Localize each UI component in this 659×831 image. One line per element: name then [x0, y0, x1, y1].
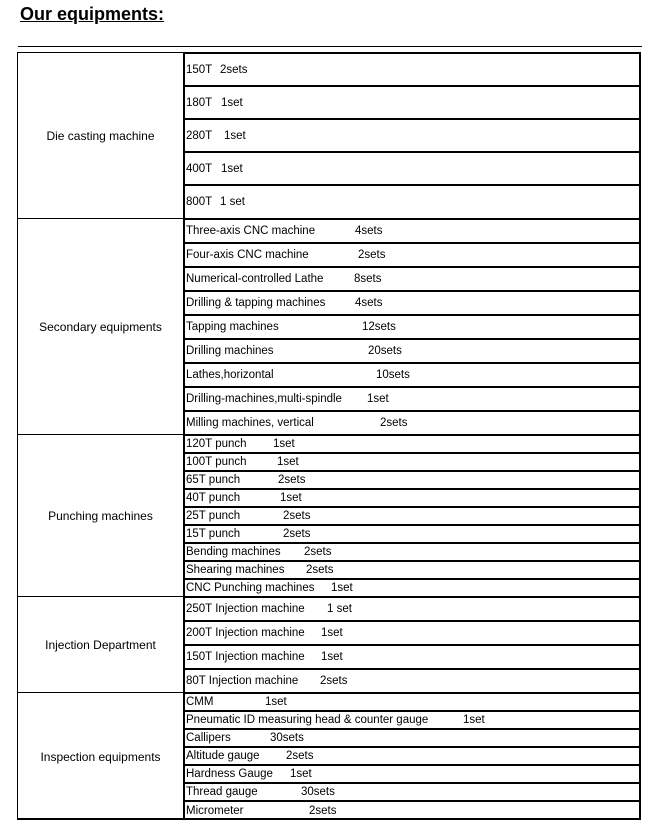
equipment-name: CNC Punching machines: [186, 582, 315, 594]
equipment-name: Tapping machines: [186, 321, 279, 333]
table-row: [185, 560, 641, 578]
table-row: [185, 85, 641, 118]
equipment-quantity: 1set: [224, 129, 246, 142]
equipment-quantity: 2sets: [283, 510, 311, 522]
equipment-quantity: 30sets: [270, 732, 304, 744]
table-row: [185, 524, 641, 542]
table-row: [185, 52, 641, 85]
equipment-quantity: 20sets: [368, 345, 402, 357]
table-row: [185, 314, 641, 338]
equipment-name: Bending machines: [186, 546, 281, 558]
equipment-name: Altitude gauge: [186, 750, 260, 762]
equipment-name: Four-axis CNC machine: [186, 249, 309, 261]
equipment-quantity: 8sets: [354, 273, 382, 285]
equipment-quantity: 1set: [321, 651, 343, 663]
table-row: [185, 410, 641, 434]
equipment-name: Thread gauge: [186, 786, 258, 798]
equipment-section: [17, 596, 641, 692]
title-divider: [18, 46, 642, 47]
table-row: [185, 746, 641, 764]
equipment-name: Milling machines, vertical: [186, 417, 314, 429]
table-left-border: [17, 52, 18, 819]
equipment-quantity: 2sets: [283, 528, 311, 540]
table-row: [185, 488, 641, 506]
equipment-quantity: 2sets: [220, 63, 248, 76]
equipment-name: 25T punch: [186, 510, 241, 522]
table-row: [185, 668, 641, 692]
equipment-table: [17, 52, 641, 820]
category-label: Injection Department: [17, 596, 185, 692]
equipment-name: Drilling-machines,multi-spindle: [186, 393, 342, 405]
equipment-name: Shearing machines: [186, 564, 285, 576]
table-row: [185, 362, 641, 386]
equipment-quantity: 30sets: [301, 786, 335, 798]
item-rows: [185, 218, 641, 434]
table-row: [185, 506, 641, 524]
table-row: [185, 542, 641, 560]
equipment-name: Pneumatic ID measuring head & counter gauge: [186, 714, 429, 726]
equipment-quantity: 1set: [265, 696, 287, 708]
equipment-quantity: 1set: [273, 438, 295, 450]
equipment-quantity: 4sets: [355, 297, 383, 309]
item-rows: [185, 434, 641, 596]
table-row: [185, 434, 641, 452]
equipment-quantity: 1 set: [327, 603, 352, 615]
equipment-name: 800T: [186, 196, 213, 208]
table-row: [185, 470, 641, 488]
table-row: [185, 764, 641, 782]
equipment-quantity: 1set: [280, 492, 302, 504]
table-row: [185, 151, 641, 184]
table-row: [185, 290, 641, 314]
equipment-name: CMM: [186, 696, 214, 708]
equipment-quantity: 1set: [290, 768, 312, 780]
equipment-name: 180T: [186, 96, 213, 109]
equipment-name: 150T Injection machine: [186, 651, 305, 663]
category-label: Die casting machine: [17, 52, 185, 218]
equipment-section: [17, 692, 641, 820]
table-row: [185, 118, 641, 151]
equipment-section: [17, 52, 641, 218]
table-row: [185, 620, 641, 644]
table-row: [185, 692, 641, 710]
equipment-quantity: 2sets: [306, 564, 334, 576]
table-row: [185, 596, 641, 620]
equipment-quantity: 2sets: [286, 750, 314, 762]
equipment-section: [17, 434, 641, 596]
equipment-name: 400T: [186, 162, 213, 175]
equipment-quantity: 2sets: [320, 675, 348, 687]
equipment-name: Callipers: [186, 732, 231, 744]
equipment-quantity: 1set: [221, 162, 243, 175]
equipment-name: Drilling machines: [186, 345, 274, 357]
table-bottom-border: [17, 818, 641, 820]
equipment-name: Three-axis CNC machine: [186, 225, 316, 237]
table-row: [185, 728, 641, 746]
equipment-name: 100T punch: [186, 456, 247, 468]
equipment-quantity: 1set: [221, 96, 243, 109]
page-title: Our equipments:: [20, 4, 165, 24]
equipment-quantity: 1set: [463, 714, 485, 726]
equipment-name: Hardness Gauge: [186, 768, 273, 780]
equipment-quantity: 2sets: [304, 546, 332, 558]
equipment-quantity: 2sets: [278, 474, 306, 486]
table-row: [185, 218, 641, 242]
category-label: Punching machines: [17, 434, 185, 596]
equipment-quantity: 12sets: [362, 321, 396, 333]
table-row: [185, 452, 641, 470]
equipment-quantity: 1set: [277, 456, 299, 468]
table-row: [185, 782, 641, 800]
equipment-name: 150T: [186, 63, 213, 76]
table-row: [185, 242, 641, 266]
category-label: Secondary equipments: [17, 218, 185, 434]
category-label: Inspection equipments: [17, 692, 185, 820]
equipment-quantity: 2sets: [309, 805, 337, 817]
equipment-quantity: 1set: [321, 627, 343, 639]
equipment-name: Micrometer: [186, 805, 244, 817]
item-rows: [185, 596, 641, 692]
table-row: [185, 184, 641, 218]
equipment-quantity: 1 set: [220, 196, 245, 208]
table-row: [185, 644, 641, 668]
equipment-name: 65T punch: [186, 474, 241, 486]
equipment-name: 15T punch: [186, 528, 241, 540]
table-row: [185, 386, 641, 410]
equipment-name: 120T punch: [186, 438, 247, 450]
item-rows: [185, 692, 641, 820]
equipment-quantity: 2sets: [358, 249, 386, 261]
table-row: [185, 710, 641, 728]
equipment-name: 80T Injection machine: [186, 675, 299, 687]
equipment-name: 200T Injection machine: [186, 627, 305, 639]
equipment-name: 280T: [186, 129, 213, 142]
table-row: [185, 266, 641, 290]
equipment-name: 250T Injection machine: [186, 603, 305, 615]
equipment-name: Numerical-controlled Lathe: [186, 273, 324, 285]
table-row: [185, 338, 641, 362]
equipment-quantity: 2sets: [380, 417, 408, 429]
table-row: [185, 800, 641, 820]
equipment-name: Drilling & tapping machines: [186, 297, 326, 309]
equipment-name: Lathes,horizontal: [186, 369, 274, 381]
table-row: [185, 578, 641, 596]
equipment-quantity: 1set: [331, 582, 353, 594]
equipment-name: 40T punch: [186, 492, 241, 504]
equipment-quantity: 4sets: [355, 225, 383, 237]
equipment-quantity: 10sets: [376, 369, 410, 381]
item-rows: [185, 52, 641, 218]
equipment-section: [17, 218, 641, 434]
equipment-quantity: 1set: [367, 393, 389, 405]
